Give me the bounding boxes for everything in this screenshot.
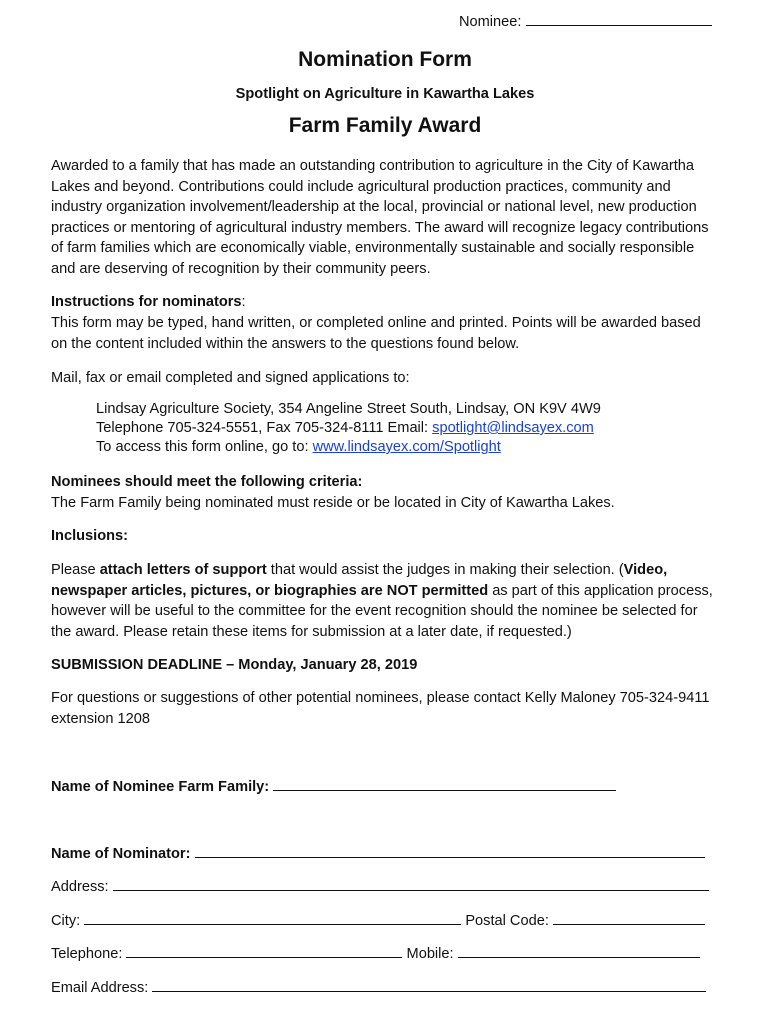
postal-code-label: Postal Code: [465, 913, 549, 929]
award-title: Farm Family Award [288, 114, 482, 137]
nominee-family-label: Name of Nominee Farm Family: [51, 779, 270, 795]
inclusions-part-2: that would assist the judges in making their selection. ( [266, 562, 624, 578]
instructions-heading-line [51, 292, 721, 313]
mail-address-block [96, 400, 601, 457]
criteria-heading: Nominees should meet the following criteria: [51, 474, 363, 490]
page-subtitle: Spotlight on Agriculture in Kawartha Lakes [235, 86, 535, 102]
contact-text: For questions or suggestions of other potential nominees, please contact Kelly Maloney 705-324-9411 extension 1208 [51, 690, 710, 727]
form-url-link[interactable]: www.lindsayex.com/Spotlight [312, 439, 501, 455]
criteria-text: The Farm Family being nominated must reside or be located in City of Kawartha Lakes. [51, 495, 615, 511]
email-field [51, 977, 706, 996]
inclusions-part-3: as part of this application process, however will be useful to the committee for the event recognition should the nominee be selected for the award. Please retain these items for submission at a later date, if requested.) [51, 582, 713, 640]
nominee-header-label: Nominee: [459, 14, 522, 30]
inclusions-bold-1: attach letters of support [99, 562, 267, 578]
mobile-input[interactable] [458, 943, 700, 958]
nominee-family-input[interactable] [273, 776, 616, 791]
address-label: Address: [51, 879, 109, 895]
telephone-input[interactable] [126, 943, 402, 958]
mail-phone-line [96, 419, 601, 438]
mail-address-line: Lindsay Agriculture Society, 354 Angeline Street South, Lindsay, ON K9V 4W9 [96, 401, 601, 417]
nominee-family-field [51, 776, 616, 795]
telephone-label: Telephone: [51, 946, 123, 962]
city-label: City: [51, 913, 81, 929]
city-postal-field [51, 910, 705, 929]
nominee-header-field [459, 11, 712, 30]
inclusions-bold-2: Video, newspaper articles, pictures, or biographies are NOT permitted [51, 562, 668, 599]
address-input[interactable] [113, 876, 709, 891]
mail-online-text: To access this form online, go to: [96, 439, 313, 455]
submission-deadline: SUBMISSION DEADLINE – Monday, January 28, 2019 [51, 657, 418, 673]
instructions-text: This form may be typed, hand written, or completed online and printed. Points will be awarded based on the content included within the answers to the questions found below. [51, 315, 701, 352]
instructions-heading: Instructions for nominators [51, 294, 242, 310]
email-link[interactable]: spotlight@lindsayex.com [432, 420, 594, 436]
nominator-label: Name of Nominator: [51, 846, 191, 862]
mail-phone-text: Telephone 705-324-5551, Fax 705-324-8111 Email: [96, 420, 433, 436]
inclusions-text [51, 560, 721, 642]
nominator-field [51, 843, 705, 862]
telephone-mobile-field [51, 943, 700, 962]
mail-intro: Mail, fax or email completed and signed applications to: [51, 370, 410, 386]
nominator-input[interactable] [195, 843, 705, 858]
postal-code-input[interactable] [553, 910, 705, 925]
email-label: Email Address: [51, 980, 149, 996]
address-field [51, 876, 709, 895]
inclusions-part-1: Please [51, 562, 100, 578]
page-title: Nomination Form [298, 48, 472, 71]
mobile-label: Mobile: [406, 946, 454, 962]
instructions-colon: : [241, 294, 246, 310]
award-description: Awarded to a family that has made an outstanding contribution to agriculture in the City of Kawartha Lakes and beyond. Contributions could include agricultural production practices, community and industry organization involvement/leadership at the local, provincial or national level, new production practices or mentoring of agricultural industry members. The award will recognize legacy contributions of farm families which are economically viable, environmentally sustainable and socially responsible and are deserving of recognition by their community peers. [51, 158, 709, 277]
city-input[interactable] [84, 910, 461, 925]
nominee-header-line[interactable] [526, 11, 712, 26]
email-input[interactable] [152, 977, 706, 992]
inclusions-heading: Inclusions: [51, 528, 129, 544]
mail-online-line [96, 438, 601, 457]
